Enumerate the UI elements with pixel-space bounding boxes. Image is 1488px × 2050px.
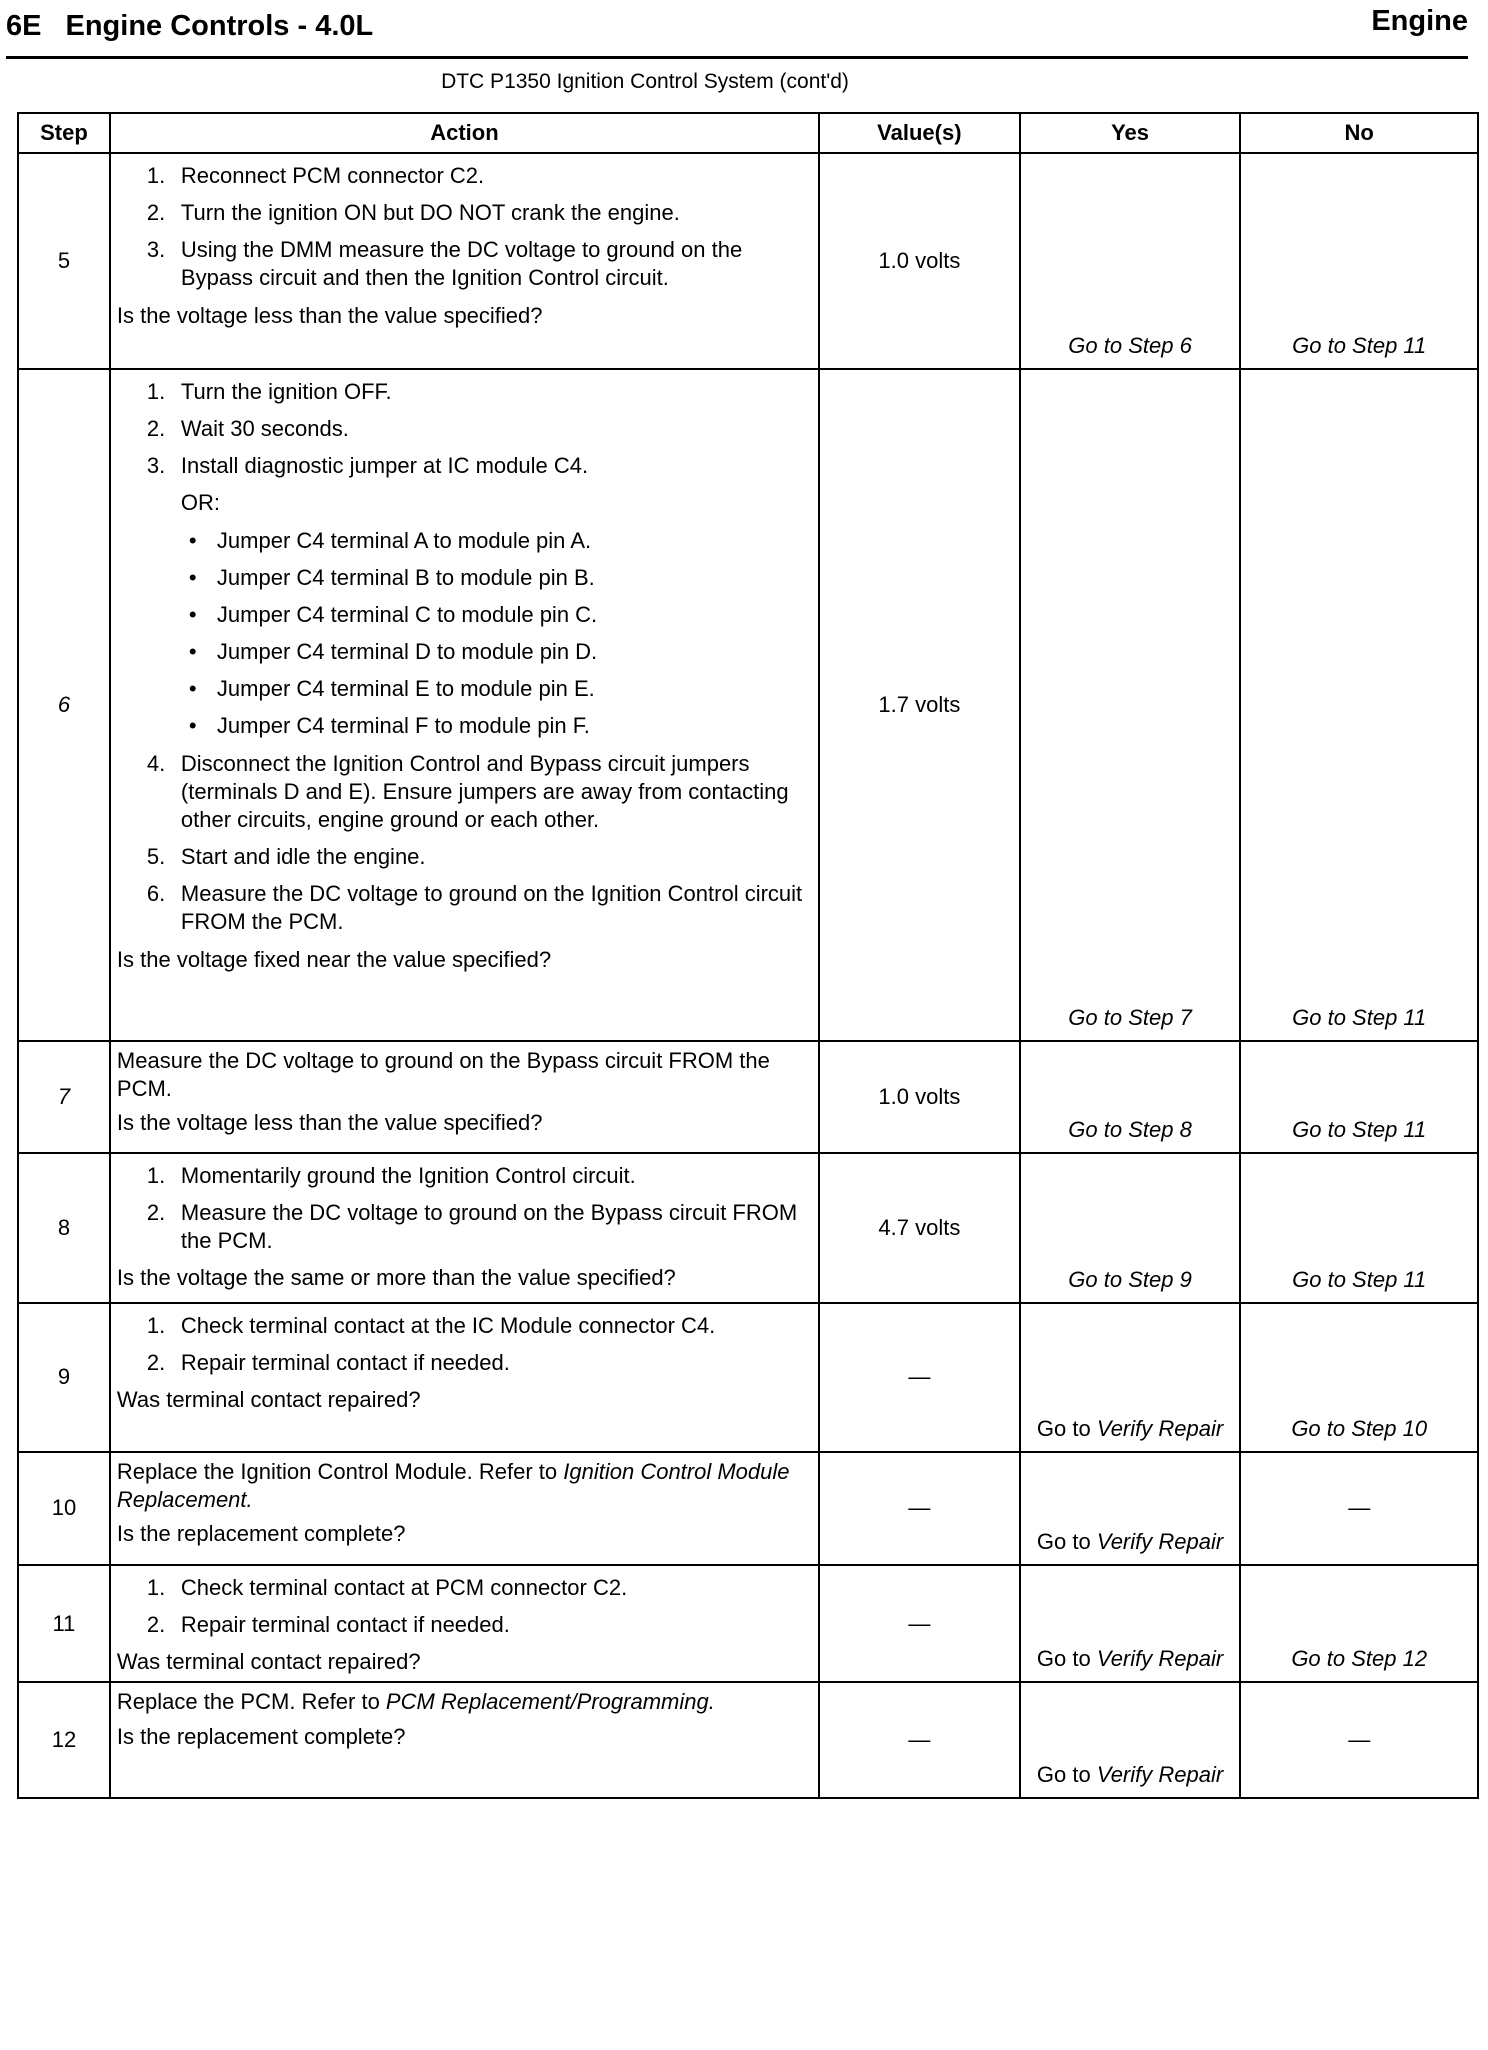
action-cell	[110, 1682, 819, 1798]
no-cell: Go to Step 11	[1240, 1153, 1478, 1303]
jumper-item: • Jumper C4 terminal D to module pin D.	[117, 638, 814, 666]
action-cell	[110, 1565, 819, 1682]
section-number: 6E	[6, 10, 42, 42]
action-item: 1. Turn the ignition OFF.	[146, 379, 392, 404]
table-row	[18, 1452, 1478, 1565]
action-question: Is the voltage the same or more than the value specified?	[116, 1265, 676, 1291]
no-cell: —	[1240, 1682, 1478, 1798]
action-question: Was terminal contact repaired?	[116, 1387, 421, 1413]
value-cell: 4.7 volts	[819, 1153, 1020, 1303]
page-header	[6, 0, 1468, 60]
jumper-item: • Jumper C4 terminal F to module pin F.	[117, 712, 814, 740]
action-list	[117, 162, 814, 293]
step-number: 5	[18, 153, 110, 369]
action-list	[117, 378, 814, 480]
step-number: 11	[18, 1565, 110, 1682]
value-cell: 1.0 volts	[819, 1041, 1020, 1153]
chapter-label: Engine	[1371, 5, 1468, 37]
step-number: 12	[18, 1682, 110, 1798]
table-row	[18, 1303, 1478, 1452]
value-cell: 1.0 volts	[819, 153, 1020, 369]
section-heading	[6, 10, 373, 43]
action-question: Was terminal contact repaired?	[116, 1649, 421, 1675]
table-row	[18, 153, 1478, 369]
section-title: Engine Controls - 4.0L	[65, 10, 374, 42]
yes-cell: Go to Verify Repair	[1020, 1452, 1241, 1565]
jumper-item: • Jumper C4 terminal C to module pin C.	[117, 601, 814, 629]
action-question: Is the replacement complete?	[116, 1723, 406, 1749]
yes-cell: Go to Step 7	[1020, 369, 1241, 1041]
action-list	[117, 1312, 814, 1377]
yes-cell: Go to Verify Repair	[1020, 1303, 1241, 1452]
value-cell: —	[819, 1303, 1020, 1452]
header-rule	[6, 56, 1468, 59]
no-cell: Go to Step 11	[1240, 153, 1478, 369]
action-item: 5. Start and idle the engine.	[146, 844, 426, 870]
no-cell: Go to Step 12	[1240, 1565, 1478, 1682]
action-item: 1. Check terminal contact at PCM connector C2.	[146, 1575, 628, 1600]
action-item: 3. Install diagnostic jumper at IC module C4.	[146, 453, 589, 479]
action-item: 1. Momentarily ground the Ignition Control circuit.	[146, 1163, 636, 1188]
jumper-item: • Jumper C4 terminal E to module pin E.	[117, 675, 814, 703]
jumper-list	[117, 527, 814, 741]
action-item: 4. Disconnect the Ignition Control and Bypass circuit jumpers (terminals D and E). Ensure jumpers are away from contacting other circuits, engine ground or each other.	[146, 750, 789, 832]
col-header-step: Step	[18, 113, 110, 153]
action-text: Measure the DC voltage to ground on the Bypass circuit FROM the PCM.	[116, 1048, 770, 1102]
table-row	[18, 1153, 1478, 1303]
step-number: 6	[18, 369, 110, 1041]
value-cell: —	[819, 1565, 1020, 1682]
value-cell: —	[819, 1682, 1020, 1798]
col-header-values: Value(s)	[819, 113, 1020, 153]
no-cell: —	[1240, 1452, 1478, 1565]
table-header-row	[18, 113, 1478, 153]
action-item: 1. Reconnect PCM connector C2.	[146, 163, 485, 188]
action-question: Is the voltage less than the value specified?	[116, 1110, 543, 1136]
action-cell	[110, 1153, 819, 1303]
action-cell	[110, 1452, 819, 1565]
action-question: Is the voltage less than the value specified?	[116, 302, 543, 328]
action-text: Replace the Ignition Control Module. Refer to Ignition Control Module Replacement.	[116, 1459, 790, 1513]
yes-cell: Go to Step 8	[1020, 1041, 1241, 1153]
col-header-no: No	[1240, 113, 1478, 153]
action-item: 6. Measure the DC voltage to ground on the Ignition Control circuit FROM the PCM.	[146, 881, 803, 935]
diagnostic-table	[17, 112, 1479, 1799]
step-number: 7	[18, 1041, 110, 1153]
action-cell	[110, 369, 819, 1041]
jumper-item: • Jumper C4 terminal B to module pin B.	[117, 564, 814, 592]
step-number: 10	[18, 1452, 110, 1565]
action-list	[117, 750, 814, 937]
action-text: Replace the PCM. Refer to PCM Replacement/Programming.	[116, 1689, 715, 1715]
action-item: 2. Repair terminal contact if needed.	[146, 1612, 510, 1638]
jumper-item: • Jumper C4 terminal A to module pin A.	[117, 527, 814, 555]
action-cell	[110, 153, 819, 369]
table-row	[18, 1682, 1478, 1798]
no-cell: Go to Step 11	[1240, 369, 1478, 1041]
action-item: 3. Using the DMM measure the DC voltage to ground on the Bypass circuit and then the Ignition Control circuit.	[146, 237, 743, 291]
action-item: 2. Turn the ignition ON but DO NOT crank the engine.	[146, 200, 680, 226]
col-header-action: Action	[110, 113, 819, 153]
value-cell: 1.7 volts	[819, 369, 1020, 1041]
action-item: 1. Check terminal contact at the IC Module connector C4.	[146, 1313, 716, 1338]
step-number: 9	[18, 1303, 110, 1452]
yes-cell: Go to Verify Repair	[1020, 1565, 1241, 1682]
action-item: 2. Wait 30 seconds.	[146, 416, 349, 442]
yes-cell: Go to Verify Repair	[1020, 1682, 1241, 1798]
no-cell: Go to Step 10	[1240, 1303, 1478, 1452]
action-list	[117, 1574, 814, 1639]
value-cell: —	[819, 1452, 1020, 1565]
or-label: OR:	[180, 490, 221, 516]
table-row	[18, 369, 1478, 1041]
table-title: DTC P1350 Ignition Control System (cont'd)	[441, 70, 849, 93]
action-cell	[110, 1041, 819, 1153]
no-cell: Go to Step 11	[1240, 1041, 1478, 1153]
action-list	[117, 1162, 814, 1255]
action-question: Is the voltage fixed near the value specified?	[116, 946, 552, 972]
action-question: Is the replacement complete?	[116, 1521, 406, 1547]
table-row	[18, 1565, 1478, 1682]
action-item: 2. Repair terminal contact if needed.	[146, 1350, 510, 1376]
action-item: 2. Measure the DC voltage to ground on the Bypass circuit FROM the PCM.	[146, 1200, 798, 1254]
table-row	[18, 1041, 1478, 1153]
action-cell	[110, 1303, 819, 1452]
yes-cell: Go to Step 9	[1020, 1153, 1241, 1303]
col-header-yes: Yes	[1020, 113, 1241, 153]
yes-cell: Go to Step 6	[1020, 153, 1241, 369]
step-number: 8	[18, 1153, 110, 1303]
